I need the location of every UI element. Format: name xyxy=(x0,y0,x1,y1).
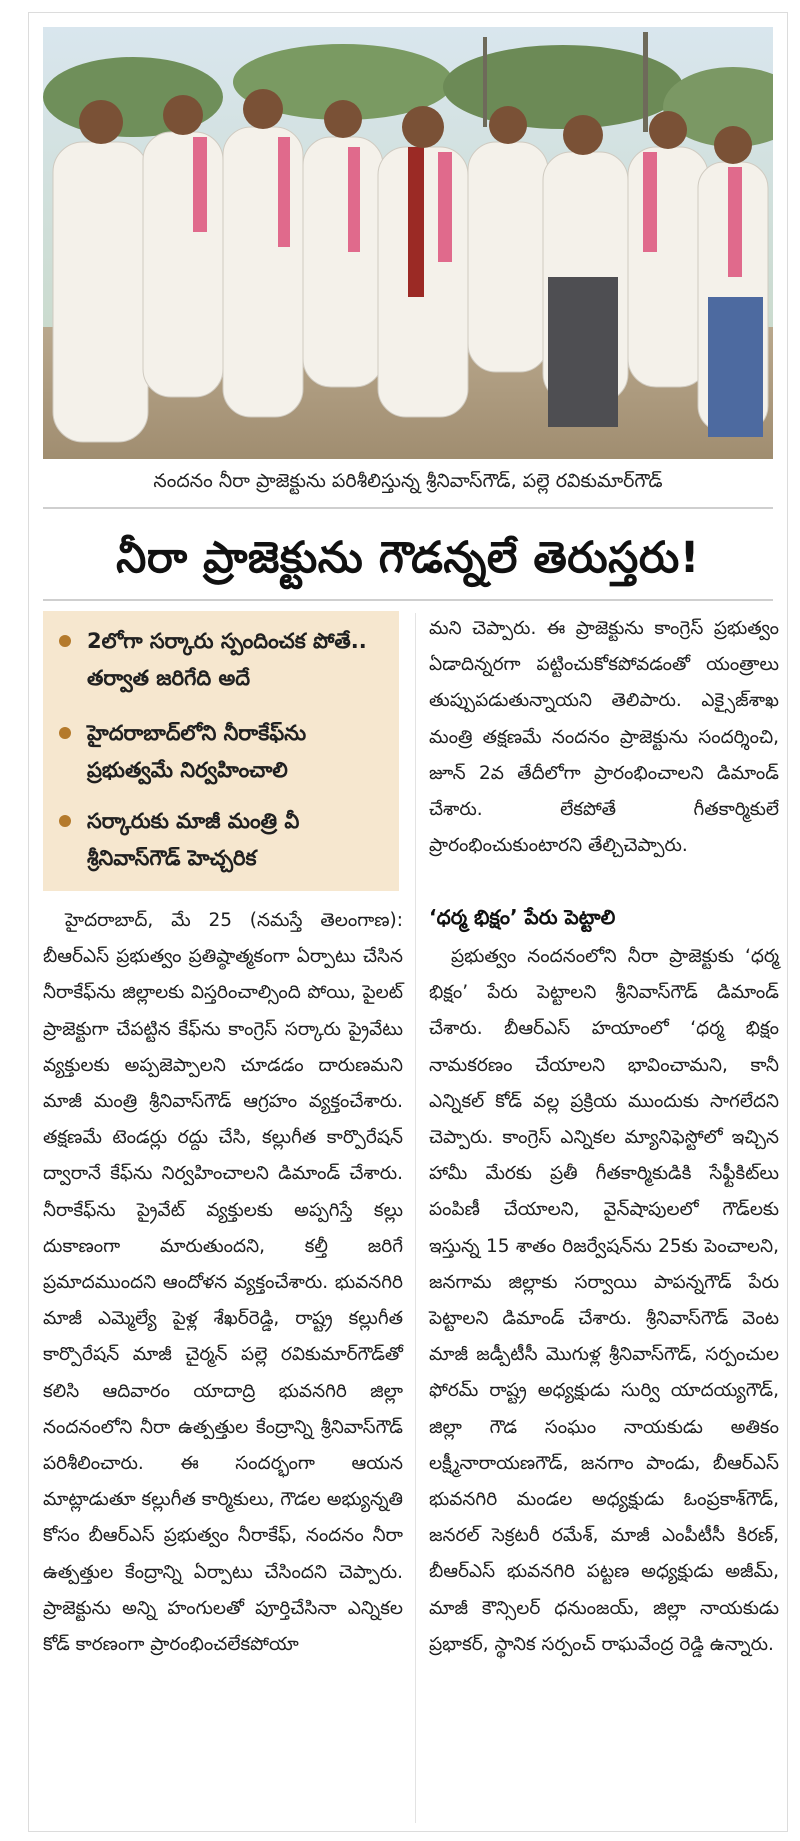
highlight-item: 2లోగా సర్కారు స్పందించక పోతే.. తర్వాత జరిగేది అదే xyxy=(61,623,391,697)
caption-rule xyxy=(43,507,773,509)
bullet-icon xyxy=(59,635,71,647)
article-paragraph: ప్రభుత్వం నందనంలోని నీరా ప్రాజెక్టుకు ‘ధర్మ భిక్షం’ పేరు పెట్టాలని శ్రీనివాస్‌గౌడ్‌ డిమాండ్‌ చేశారు. బీఆర్‌ఎస్‌ హయాంలో ‘ధర్మ భిక్షం నామకరణం చేయాలని భావించామని, కానీ ఎన్నికల్‌ కోడ్‌ వల్ల ప్రక్రియ ముందుకు సాగలేదని చెప్పారు. కాంగ్రెస్‌ ఎన్నికల మ్యానిఫెస్టోలో ఇచ్చిన హామీ మేరకు ప్రతీ గీతకార్మికుడికి సేఫ్టీకిట్‌లు పంపిణీ చేయాలని, వైన్‌షాపులలో గౌడ్‌లకు ఇస్తున్న 15 శాతం రిజర్వేషన్‌ను 25కు పెంచాలని, జనగామ జిల్లాకు సర్వాయి పాపన్నగౌడ్‌ పేరు పెట్టాలని డిమాండ్‌ చేశారు. శ్రీనివాస్‌గౌడ్‌ వెంట మాజీ జడ్పీటీసీ మొగుళ్ల శ్రీనివాస్‌గౌడ్‌, సర్పంచుల ఫోరమ్‌ రాష్ట్ర అధ్యక్షుడు సుర్వి యాదయ్యగౌడ్‌, జిల్లా గౌడ సంఘం నాయకుడు అతికం లక్ష్మీనారాయణగౌడ్‌, జనగాం పాండు, బీఆర్‌ఎస్‌ భువనగిరి మండల అధ్యక్షుడు ఓంప్రకాశ్‌గౌడ్‌, జనరల్‌ సెక్రటరీ రమేశ్‌, మాజీ ఎంపీటీసీ కిరణ్‌, బీఆర్‌ఎస్‌ భువనగిరి పట్టణ అధ్యక్షుడు అజీమ్‌, మాజీ కౌన్సిలర్‌ ధనుంజయ్‌, జిల్లా నాయకుడు ప్రభాకర్‌, స్థానిక సర్పంచ్‌ రాఘవేంద్ర రెడ్డి ఉన్నారు. xyxy=(429,946,779,1655)
highlight-item: హైదరాబాద్‌లోని నీరాకేఫ్‌ను ప్రభుత్వమే నిర్వహించాలి xyxy=(61,715,391,789)
news-photo xyxy=(43,27,773,459)
headline-rule xyxy=(43,599,773,601)
article-body-right-top xyxy=(429,611,779,864)
article-subheading: ‘ధర్మ భిక్షం’ పేరు పెట్టాలి xyxy=(429,905,616,929)
photo-caption: నందనం నీరా ప్రాజెక్టును పరిశీలిస్తున్న శ్రీనివాస్‌గౌడ్‌, పల్లె రవికుమార్‌గౌడ్‌ xyxy=(153,470,663,492)
column-divider xyxy=(415,613,416,1823)
photo-illustration xyxy=(43,27,773,459)
article-body-left xyxy=(43,903,403,1663)
highlights-box xyxy=(43,611,399,891)
highlight-item: సర్కారుకు మాజీ మంత్రి వీ శ్రీనివాస్‌గౌడ్‌ హెచ్చరిక xyxy=(61,803,391,877)
news-clipping xyxy=(28,12,788,1832)
article-paragraph: మని చెప్పారు. ఈ ప్రాజెక్టును కాంగ్రెస్‌ ప్రభుత్వం ఏడాదిన్నరగా పట్టించుకోకపోవడంతో యంత్రాలు తుప్పుపడుతున్నాయని తెలిపారు. ఎక్సైజ్‌శాఖ మంత్రి తక్షణమే నందనం ప్రాజెక్టును సందర్శించి, జూన్‌ 2వ తేదీలోగా ప్రారంభించాలని డిమాండ్‌ చేశారు. లేకపోతే గీతకార్మికులే ప్రారంభించుకుంటారని తేల్చిచెప్పారు. xyxy=(429,618,779,857)
article-paragraph: హైదరాబాద్‌, మే 25 (నమస్తే తెలంగాణ): బీఆర్‌ఎస్‌ ప్రభుత్వం ప్రతిష్ఠాత్మకంగా ఏర్పాటు చేసిన నీరాకేఫ్‌ను జిల్లాలకు విస్తరించాల్సింది పోయి, పైలట్‌ ప్రాజెక్టుగా చేపట్టిన కేఫ్‌ను కాంగ్రెస్‌ సర్కారు ప్రైవేటు వ్యక్తులకు అప్పజెప్పాలని చూడడం దారుణమని మాజీ మంత్రి శ్రీనివాస్‌గౌడ్‌ ఆగ్రహం వ్యక్తంచేశారు. తక్షణమే టెండర్లు రద్దు చేసి, కల్లుగీత కార్పొరేషన్‌ ద్వారానే కేఫ్‌ను నిర్వహించాలని డిమాండ్‌ చేశారు. నీరాకేఫ్‌ను ప్రైవేట్‌ వ్యక్తులకు అప్పగిస్తే కల్లు దుకాణంగా మారుతుందని, కల్తీ జరిగే ప్రమాదముందని ఆందోళన వ్యక్తంచేశారు. భువనగిరి మాజీ ఎమ్మెల్యే పైళ్ల శేఖర్‌రెడ్డి, రాష్ట్ర కల్లుగీత కార్పొరేషన్‌ మాజీ చైర్మన్‌ పల్లె రవికుమార్‌గౌడ్‌తో కలిసి ఆదివారం యాదాద్రి భువనగిరి జిల్లా నందనంలోని నీరా ఉత్పత్తుల కేంద్రాన్ని శ్రీనివాస్‌గౌడ్‌ పరిశీలించారు. ఈ సందర్భంగా ఆయన మాట్లాడుతూ కల్లుగీత కార్మికులు, గౌడల అభ్యున్నతి కోసం బీఆర్‌ఎస్‌ ప్రభుత్వం నీరాకేఫ్‌, నందనం నీరా ఉత్పత్తుల కేంద్రాన్ని ఏర్పాటు చేసిందని చెప్పారు. ప్రాజెక్టును అన్ని హంగులతో పూర్తిచేసినా ఎన్నికల కోడ్‌ కారణంగా ప్రారంభించలేకపోయా xyxy=(43,910,403,1656)
article-body-right-bottom xyxy=(429,939,779,1663)
bullet-icon xyxy=(59,727,71,739)
bullet-icon xyxy=(59,815,71,827)
headline: నీరా ప్రాజెక్టును గౌడన్నలే తెరుస్తరు! xyxy=(116,533,700,583)
